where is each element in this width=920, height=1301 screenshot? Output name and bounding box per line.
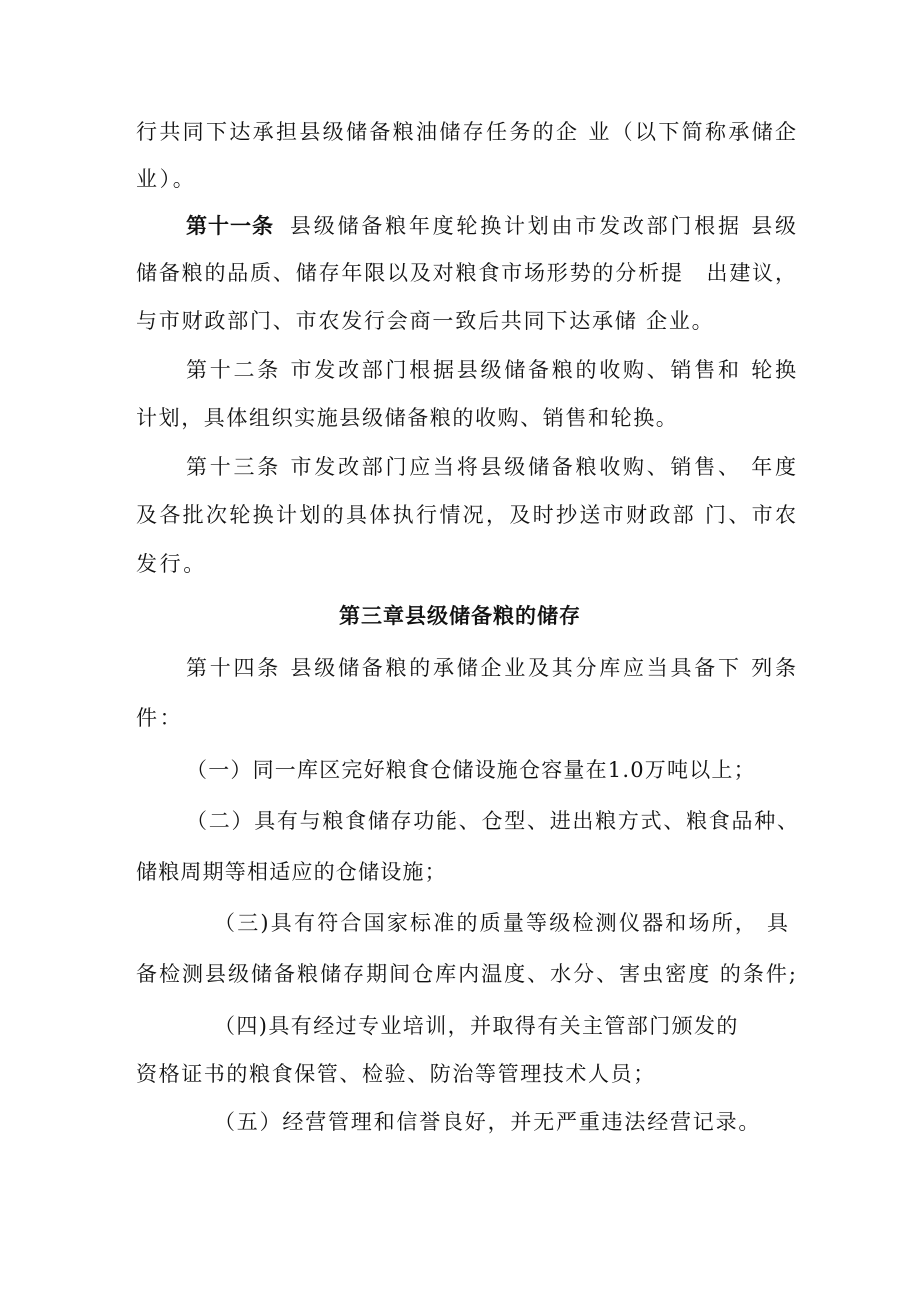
text-line: 备检测县级储备粮储存期间仓库内温度、水分、害虫密度 的条件;: [136, 962, 796, 986]
text-line: 件：: [136, 706, 184, 730]
list-item: （四)具有经过专业培训，并取得有关主管部门颁发的: [214, 1014, 739, 1038]
text-line: 业）。: [136, 167, 197, 191]
article-11-heading: 第十一条: [186, 213, 274, 238]
list-item: （五）经营管理和信誉良好，并无严重违法经营记录。: [214, 1110, 762, 1134]
text-line: 计划，具体组织实施县级储备粮的收购、销售和轮换。: [136, 406, 679, 430]
text-line: 县级储备粮年度轮换计划由市发改部门根据 县级: [290, 214, 796, 238]
list-item: （一）同一库区完好粮食仓储设施仓容量在1.0万吨以上；: [186, 758, 756, 782]
list-item: （三)具有符合国家标准的质量等级检测仪器和场所， 具: [214, 911, 788, 935]
text-line: 储粮周期等相适应的仓储设施；: [136, 860, 447, 884]
text-line: 发行。: [136, 552, 207, 576]
text-line: 第十三条 市发改部门应当将县级储备粮收购、销售、 年度: [186, 455, 796, 479]
text-line: 储备粮的品质、储存年限以及对粮食市场形势的分析提 出建议，: [136, 261, 796, 285]
text-line: 资格证书的粮食保管、检验、防治等管理技术人员；: [136, 1062, 656, 1086]
text-line: 第十四条 县级储备粮的承储企业及其分库应当具备下 列条: [186, 656, 796, 680]
text-line: 与市财政部门、市农发行会商一致后共同下达承储 企业。: [136, 309, 715, 333]
text-line: 第十二条 市发改部门根据县级储备粮的收购、销售和 轮换: [186, 358, 796, 382]
list-item: （二）具有与粮食储存功能、仓型、进出粮方式、粮食品种、: [186, 809, 798, 833]
text-line: 行共同下达承担县级储备粮油储存任务的企 业（以下简称承储企: [136, 120, 796, 144]
chapter-heading: 第三章县级储备粮的储存: [339, 603, 581, 628]
text-line: 及各批次轮换计划的具体执行情况，及时抄送市财政部 门、市农: [136, 503, 796, 527]
